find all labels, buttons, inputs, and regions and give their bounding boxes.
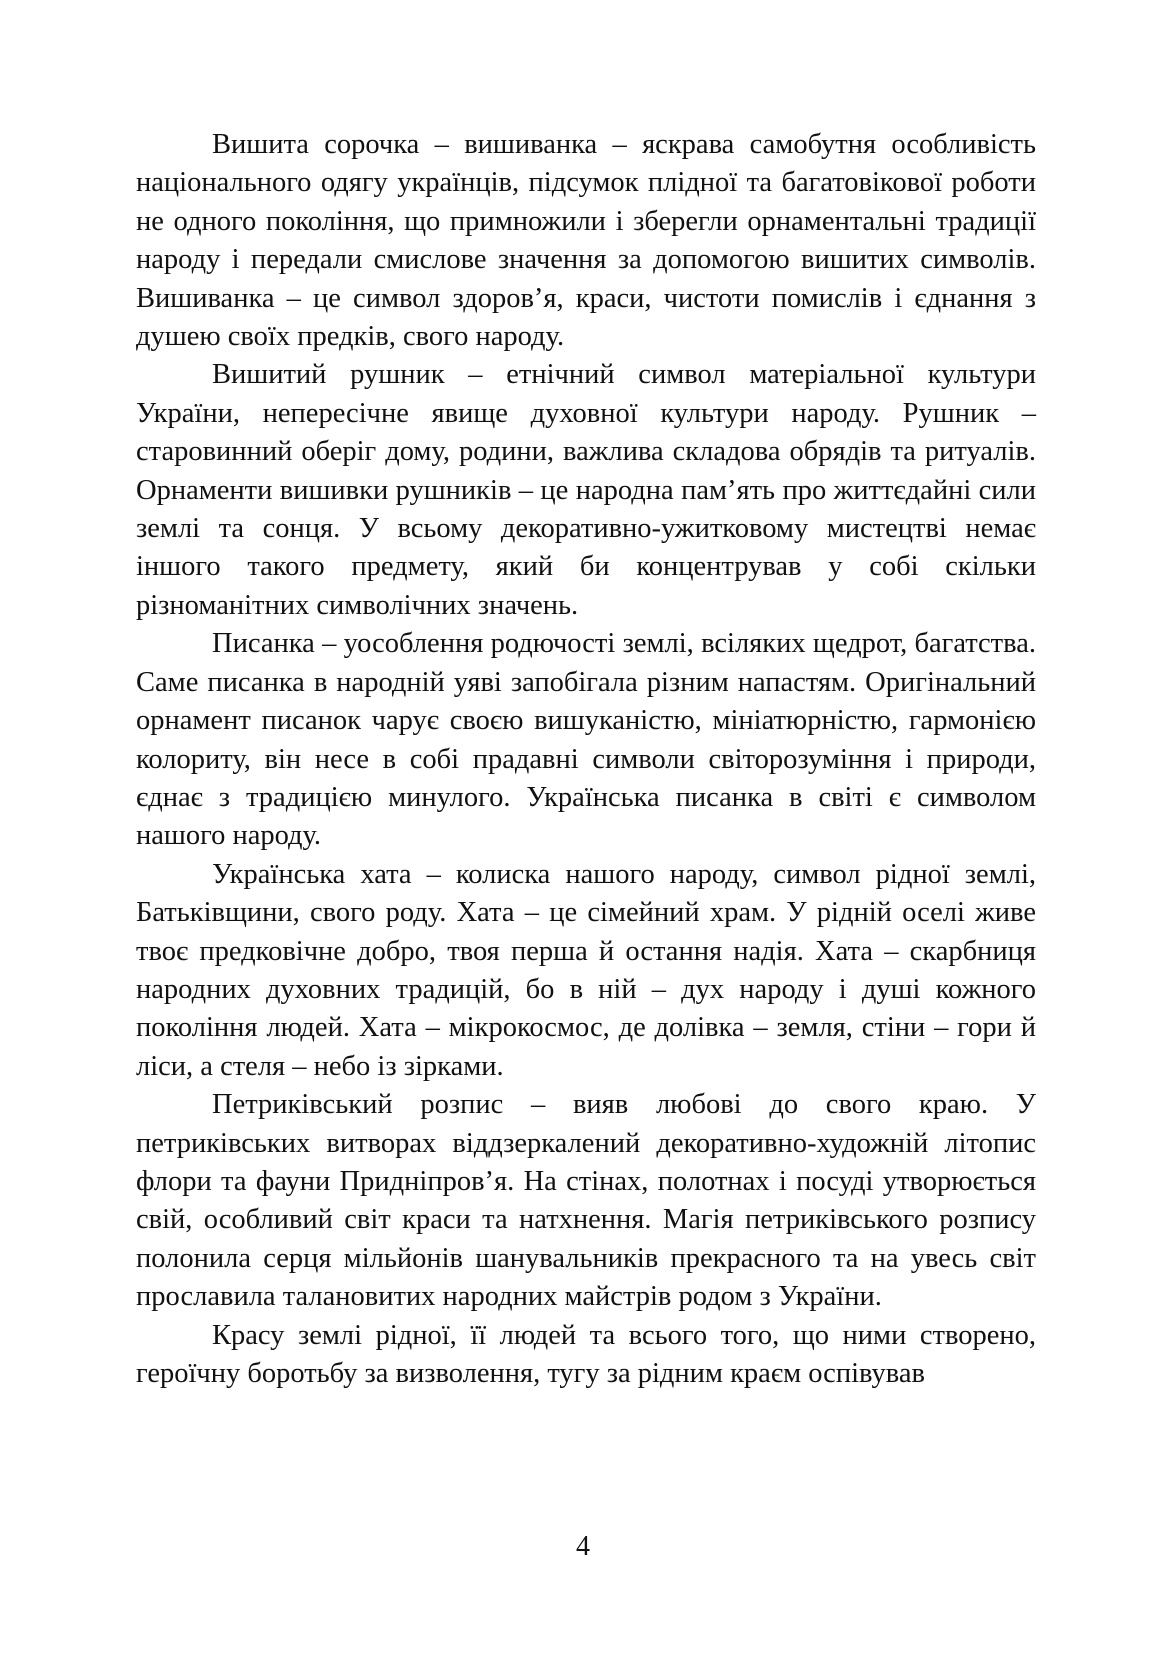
paragraph-krasu-zemli: Красу землі рідної, її людей та всього того, що ними створено, героїчну боротьбу за визволення, тугу за рідним краєм оспівував: [136, 1319, 1036, 1389]
text-body: [136, 126, 1036, 1393]
paragraph-khata: Українська хата – колиска нашого народу, символ рідної землі, Батьківщини, свого роду. Хата – це сімейний храм. У рідній оселі живе твоє предковічне добро, твоя перша й остання надія. Хата – скарбниця народних духовних традицій, бо в ній – дух народу і душі кожного покоління людей. Хата – мікрокосмос, де долівка – земля, стіни – гори й ліси, а стеля – небо із зірками.: [136, 858, 1036, 1082]
paragraph-pysanka: Писанка – уособлення родючості землі, всіляких щедрот, багатства. Саме писанка в народній уяві запобігала різним напастям. Оригінальний орнамент писанок чарує своєю вишуканістю, мініатюрністю, гармонією колориту, він несе в собі прадавні символи світорозуміння і природи, єднає з традицією минулого. Українська писанка в світі є символом нашого народу.: [136, 628, 1036, 852]
paragraph-vyshyvanka: Вишита сорочка – вишиванка – яскрава самобутня особливість національного одягу українців, підсумок плідної та багатовікової роботи не одного покоління, що примножили і зберегли орнаментальні традиції народу і передали смислове значення за допомогою вишитих символів. Вишиванка – це символ здоров’я, краси, чистоти помислів і єднання з душею своїх предків, свого народу.: [136, 129, 1036, 353]
paragraph-petrykivka: Петриківський розпис – вияв любові до свого краю. У петриківських витворах віддзеркалений декоративно-художній літопис флори та фауни Придніпров’я. На стінах, полотнах і посуді утворюється свій, особливий світ краси та натхнення. Магія петриківського розпису полонила серця мільйонів шанувальників прекрасного та на увесь світ прославила талановитих народних майстрів родом з України.: [136, 1089, 1036, 1313]
paragraph-rushnyk: Вишитий рушник – етнічний символ матеріальної культури України, непересічне явище духовної культури народу. Рушник – старовинний оберіг дому, родини, важлива складова обрядів та ритуалів. Орнаменти вишивки рушників – це народна пам’ять про життєдайні сили землі та сонця. У всьому декоративно-ужитковому мистецтві немає іншого такого предмету, який би концентрував у собі скільки різноманітних символічних значень.: [136, 359, 1036, 621]
page-number: 4: [576, 1531, 590, 1562]
